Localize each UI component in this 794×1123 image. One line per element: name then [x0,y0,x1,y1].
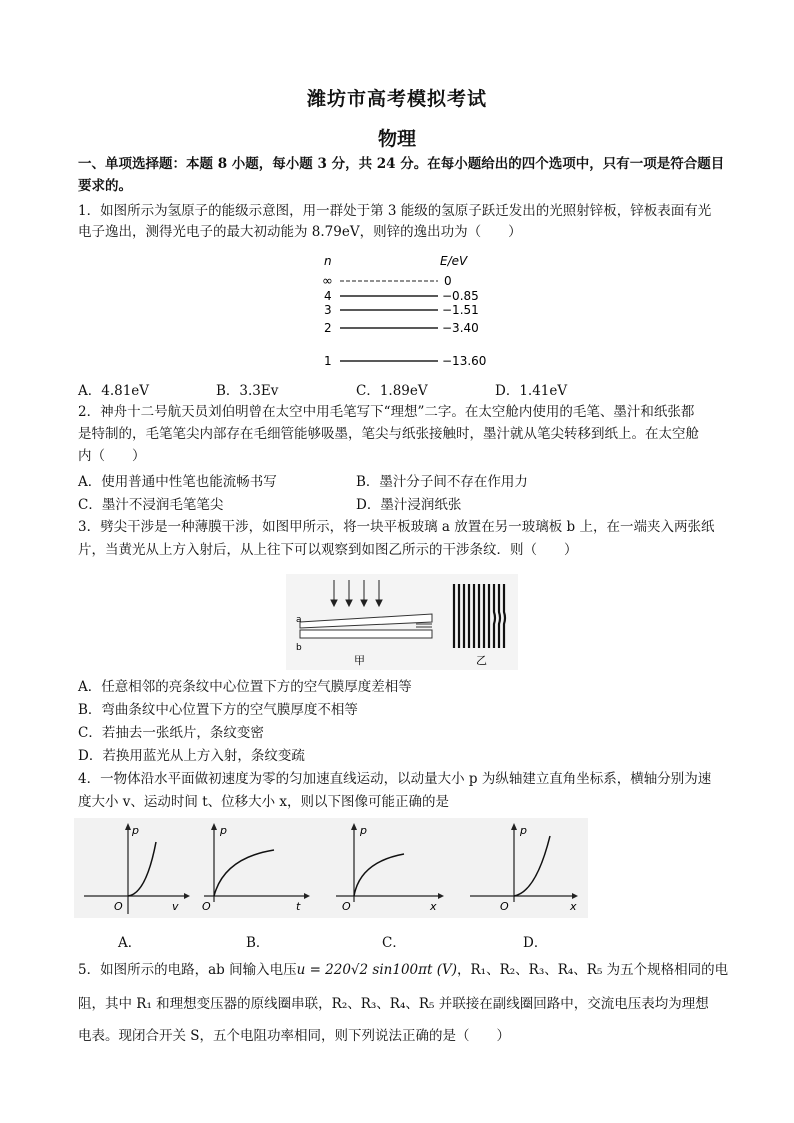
graph-d-origin: O [500,900,509,913]
q2-text-line3: 内（ ） [78,448,146,464]
q3-text-line2: 片，当黄光从上方入射后，从上往下可以观察到如图乙所示的干涉条纹．则（ ） [78,542,578,558]
q4-option-b: B． [246,935,270,951]
level-n-3: 3 [324,303,332,317]
q4-option-c: C． [382,935,406,951]
q1-option-b: B．3.3Ev [216,383,279,399]
q1-option-d: D．1.41eV [495,383,568,399]
q5-voltage-formula: u = 220√2 sin100πt (V) [296,962,457,978]
graph-a-y-label: p [132,824,139,837]
graph-c-y-label: p [360,824,367,837]
subject-title: 物理 [377,128,416,150]
n-axis-label: n [324,254,332,268]
fringe-line [494,584,495,648]
graph-b-x-label: t [296,900,301,913]
q3-option-a: A．任意相邻的亮条纹中心位置下方的空气膜厚度差相等 [78,679,412,695]
exam-title: 潍坊市高考模拟考试 [306,88,487,110]
q2-option-d: D．墨汁浸润纸张 [356,497,462,513]
level-e-3: −1.51 [442,303,479,317]
q3-text-line1: 3．劈尖干涉是一种薄膜干涉，如图甲所示，将一块平板玻璃 a 放置在另一玻璃板 b 上，在一端夹入两张纸 [78,519,715,535]
q4-option-a: A． [118,935,142,951]
level-n-inf: ∞ [322,274,333,289]
graph-b-y-label: p [220,824,227,837]
energy-level-diagram [310,250,510,372]
level-e-2: −3.40 [442,321,479,335]
q5-text-line2: 阻，其中 R₁ 和理想变压器的原线圈串联，R₂、R₃、R₄、R₅ 并联接在副线圈回路中，交流电压表均为理想 [78,996,709,1012]
graph-b-origin: O [202,900,211,913]
graphs-background [74,818,588,918]
graph-a-x-label: v [172,900,179,913]
q4-text-line1: 4．一物体沿水平面做初速度为零的匀加速直线运动，以动量大小 p 为纵轴建立直角坐标系，横轴分别为速 [78,771,712,787]
level-n-2: 2 [324,321,332,335]
q1-option-c: C．1.89eV [356,383,428,399]
q4-text-line2: 度大小 v、运动时间 t、位移大小 x，则以下图像可能正确的是 [78,794,450,810]
q5-text-line3: 电表。现闭合开关 S，五个电阻功率相同，则下列说法正确的是（ ） [78,1028,511,1044]
figure-caption-jia: 甲 [354,654,365,667]
q5-text-line1 [78,960,728,980]
section-header: 一、单项选择题：本题 8 小题，每小题 3 分，共 24 分。在每小题给出的四个选项中，只有一项是符合题目 [78,156,725,172]
level-e-4: −0.85 [442,289,479,303]
q4-option-d: D． [523,935,548,951]
section-header-cont: 要求的。 [78,178,132,194]
fringe-line [504,584,505,648]
momentum-graphs [74,818,588,918]
fringe-line [499,584,500,648]
graph-a-origin: O [114,900,123,913]
q3-option-c: C．若抽去一张纸片，条纹变密 [78,725,264,741]
plate-b-label: b [296,643,302,653]
graph-c-x-label: x [430,900,437,913]
level-n-1: 1 [324,354,332,368]
q1-option-a: A．4.81eV [78,383,150,399]
energy-axis-label: E/eV [440,254,468,268]
q5-intro: 5．如图所示的电路，ab 间输入电压 [78,962,297,978]
q5-resistors: ，R₁、R₂、R₃、R₄、R₅ 为五个规格相同的电 [457,962,729,978]
q2-option-a: A．使用普通中性笔也能流畅书写 [78,474,277,490]
level-e-inf: 0 [444,274,452,288]
q2-option-c: C．墨汁不浸润毛笔笔尖 [78,497,224,513]
glass-plate-b [300,630,432,638]
q1-text-line1: 1．如图所示为氢原子的能级示意图，用一群处于第 3 能级的氢原子跃迁发出的光照射锌板，锌板表面有光 [78,203,712,219]
q2-text-line1: 2．神舟十二号航天员刘伯明曾在太空中用毛笔写下“理想”二字。在太空舱内使用的毛笔、墨汁和纸张都 [78,404,695,420]
graph-d-y-label: p [520,824,527,837]
wedge-interference-figure [286,574,518,670]
level-n-4: 4 [324,289,332,303]
graph-c-origin: O [342,900,351,913]
q2-option-b: B．墨汁分子间不存在作用力 [356,474,528,490]
figure-caption-yi: 乙 [476,654,487,667]
plate-a-label: a [296,615,302,625]
q2-text-line2: 是特制的，毛笔笔尖内部存在毛细管能够吸墨，笔尖与纸张接触时，墨汁就从笔尖转移到纸上。在太空舱 [78,426,699,442]
level-e-1: −13.60 [442,354,487,368]
q1-text-line2: 电子逸出，测得光电子的最大初动能为 8.79eV，则锌的逸出功为（ ） [78,224,522,240]
graph-d-x-label: x [570,900,577,913]
q3-option-b: B．弯曲条纹中心位置下方的空气膜厚度不相等 [78,702,358,718]
q3-option-d: D．若换用蓝光从上方入射，条纹变疏 [78,748,305,764]
